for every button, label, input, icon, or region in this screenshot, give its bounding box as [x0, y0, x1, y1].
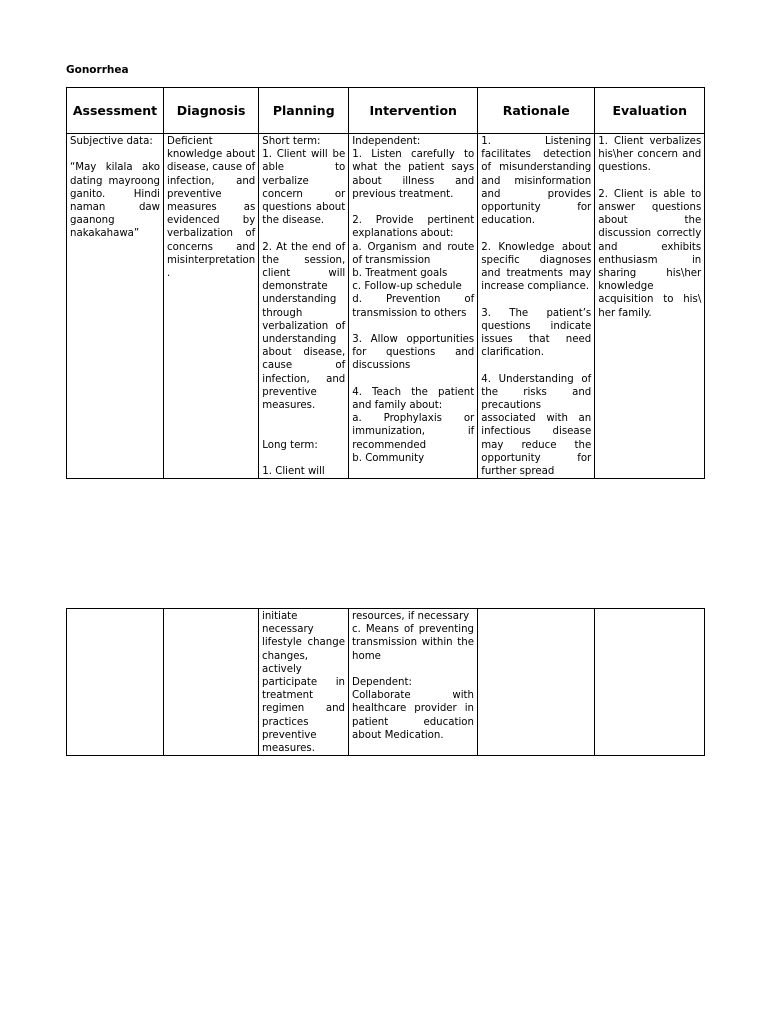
- planning-text: initiate necessary lifestyle change changes, actively participate in treatment regimen and practices preventive measures.: [262, 611, 345, 755]
- intervention-text: resources, if necessary c. Means of preventing transmission within the home Dependent: Collaborate with healthcare provider in patient education about Medication.: [352, 611, 474, 741]
- diagnosis-cell: [164, 609, 259, 756]
- care-plan-table-continued: [66, 608, 705, 756]
- table-row: [67, 609, 705, 756]
- table-row: [67, 134, 705, 479]
- intervention-cell: [349, 609, 478, 756]
- header-evaluation: Evaluation: [595, 88, 705, 134]
- rationale-cell: [478, 609, 595, 756]
- planning-cell: [259, 134, 349, 479]
- header-diagnosis: Diagnosis: [164, 88, 259, 134]
- document-title: Gonorrhea: [66, 64, 129, 76]
- assessment-text: Subjective data: “May kilala ako dating mayroong ganito. Hindi naman daw gaanong nakakahawa”: [70, 136, 160, 240]
- header-intervention: Intervention: [349, 88, 478, 134]
- intervention-text: Independent: 1. Listen carefully to what the patient says about illness and previous treatment. 2. Provide pertinent explanations about: a. Organism and route of transmission b. Treatment goals c. Follow-up schedule d. Prevention of transmission to others 3. Allow opportunities for questions and discussions 4. Teach the patient and family about: a. Prophylaxis or immunization, if recommended b. Community: [352, 136, 475, 464]
- assessment-cell: [67, 134, 164, 479]
- care-plan-table: [66, 87, 705, 479]
- planning-cell: [259, 609, 349, 756]
- planning-text: Short term: 1. Client will be able to verbalize concern or questions about the disease. 2. At the end of the session, client will demonstrate understanding through verbalization of understanding about disease, cause of infection, and preventive measures. Long term: 1. Client will: [262, 136, 346, 478]
- assessment-cell: [67, 609, 164, 756]
- diagnosis-cell: [164, 134, 259, 479]
- header-rationale: Rationale: [478, 88, 595, 134]
- header-planning: Planning: [259, 88, 349, 134]
- rationale-cell: [478, 134, 595, 479]
- evaluation-cell: [595, 134, 705, 479]
- intervention-cell: [349, 134, 478, 479]
- header-row: [67, 88, 705, 134]
- rationale-text: 1. Listening facilitates detection of misunderstanding and misinformation and provides opportunity for education. 2. Knowledge about specific diagnoses and treatments may increase compliance. 3. The patient’s questions indicate issues that need clarification. 4. Understanding of the risks and precautions associated with an infectious disease may reduce the opportunity for further spread: [481, 136, 592, 478]
- evaluation-text: 1. Client verbalizes his\her concern and questions. 2. Client is able to answer questions about the discussion correctly and exhibits enthusiasm in sharing his\her knowledge acquisition to his\ her family.: [598, 136, 702, 319]
- evaluation-cell: [595, 609, 705, 756]
- header-assessment: Assessment: [67, 88, 164, 134]
- diagnosis-text: Deficient knowledge about disease, cause of infection, and preventive measures as evidenced by verbalization of concerns and misinterpretation .: [167, 136, 256, 280]
